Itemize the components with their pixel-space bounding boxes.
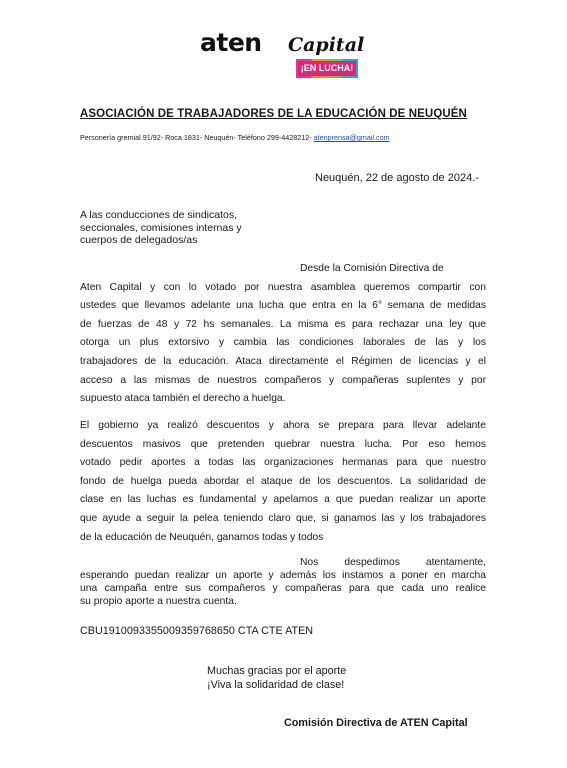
paragraph-line: El gobierno ya realizó descuentos y ahora se prepara para llevar adelante <box>80 420 486 431</box>
logo-capital: Capital <box>288 34 365 56</box>
paragraph-line: de la educación de Neuquén, ganamos todas y todos <box>80 531 324 543</box>
org-info-text: Personería gremial 91/92- Roca 1831- Neuquén- Teléfono 299-4428212- <box>80 133 314 142</box>
signature: Comisión Directiva de ATEN Capital <box>284 717 468 729</box>
organization-title: ASOCIACIÓN DE TRABAJADORES DE LA EDUCACIÓN DE NEUQUÉN <box>80 108 467 120</box>
organization-info <box>80 133 390 142</box>
paragraph-line: acceso a las mismas de nuestros compañeros y compañeras suplentes y por <box>80 374 486 386</box>
paragraph-line: votado pedir aportes a todas las organizaciones hermanas para que nuestro <box>80 457 486 469</box>
paragraph-line: clase en las luchas es fundamental y apelamos a que puedan realizar un aporte <box>80 494 486 506</box>
paragraph-line: Aten Capital y con lo votado por nuestra asamblea queremos compartir con <box>80 281 486 293</box>
paragraph-line: esperando puedan realizar un aporte y además los instamos a poner en marcha <box>80 570 486 581</box>
letter-date: Neuquén, 22 de agosto de 2024.- <box>315 172 479 184</box>
paragraph-line: que ayude a seguir la pelea teniendo claro que, si ganamos las y los trabajadores <box>80 512 486 524</box>
paragraph-line: una campaña entre sus compañeros y compañeras para que cada uno realice <box>80 583 486 594</box>
paragraph-line: Desde la Comisión Directiva de <box>300 263 444 274</box>
paragraph-line: descuentos masivos que pretenden quebrar nuestra lucha. Por eso hemos <box>80 438 486 450</box>
logo-word: aten <box>200 28 262 57</box>
paragraph-line: otorga un plus extorsivo y cambia las condiciones laborales de las y los <box>80 337 486 349</box>
paragraph-line: supuesto ataca también el derecho a huelga. <box>80 393 286 405</box>
paragraph-2 <box>80 417 486 547</box>
paragraph-line: de fuerzas de 48 y 72 hs semanales. La misma es para rechazar una ley que <box>80 318 486 330</box>
recipient-line: cuerpos de delegados/as <box>80 234 198 246</box>
email-link[interactable]: atenprensa@gmail.com <box>313 133 390 142</box>
paragraph-1 <box>80 260 486 409</box>
paragraph-3 <box>80 556 486 608</box>
closing-line: Muchas gracias por el aporte <box>207 665 347 677</box>
closing <box>207 664 346 692</box>
aten-capital-logo <box>200 28 370 84</box>
en-lucha-badge <box>296 59 358 78</box>
recipient-line: A las conducciones de sindicatos, <box>80 209 238 221</box>
bank-account-cbu: CBU1910093355009359768650 CTA CTE ATEN <box>80 625 314 637</box>
paragraph-line: trabajadores de la educación. Ataca directamente el Régimen de licencias y el <box>80 355 486 367</box>
recipients <box>80 209 242 247</box>
recipient-line: seccionales, comisiones internas y <box>80 221 242 234</box>
closing-line: ¡Viva la solidaridad de clase! <box>207 679 345 691</box>
paragraph-line: Nos despedimos atentamente, <box>300 557 486 568</box>
paragraph-line: su propio aporte a nuestra cuenta. <box>80 596 237 607</box>
paragraph-line: ustedes que llevamos adelante una lucha que entra en la 6° semana de medidas <box>80 300 486 312</box>
paragraph-line: fondo de huelga pueda abordar el ataque de los descuentos. La solidaridad de <box>80 475 486 487</box>
badge-text: ¡EN LUCHA! <box>298 61 356 76</box>
